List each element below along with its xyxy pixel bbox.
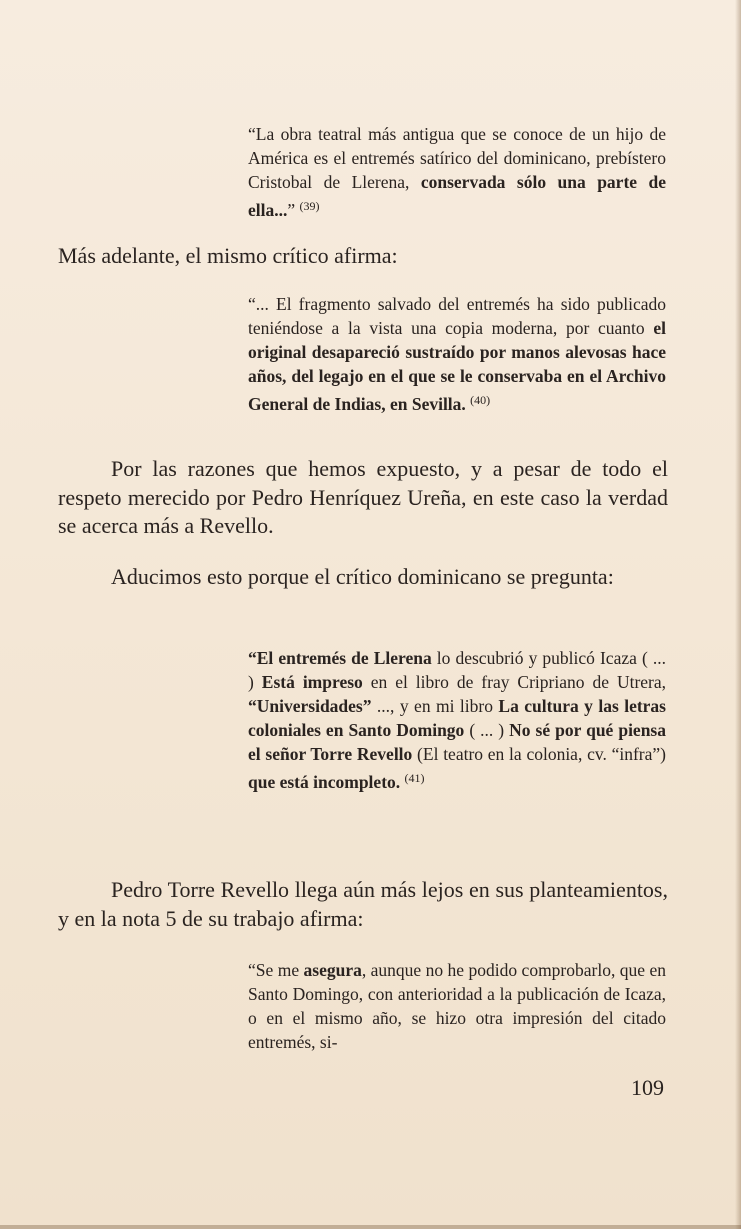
footnote-ref-39: (39)	[299, 199, 320, 213]
paragraph-3: Aducimos esto porque el crítico dominicano se pregunta:	[111, 564, 614, 589]
paragraph-4: Pedro Torre Revello llega aún más lejos en sus planteamientos, y en la nota 5 de su trabajo afirma:	[58, 877, 668, 931]
quote-2-open: “...	[248, 294, 277, 314]
quote-1-text: “La obra teatral más antigua que se conoce de un hijo de América es el entremés satírico del dominicano, prebístero Cristobal de Llerena,	[248, 124, 666, 192]
quote-3-bold-3: “Universidades”	[248, 696, 372, 716]
quote-3-bold-6: que está incompleto.	[248, 772, 401, 792]
quote-4-bold: asegura	[303, 960, 362, 980]
quote-3-text-2: en el libro de fray Cripriano de Utrera,	[362, 672, 667, 692]
quote-3-text-4: ( ... )	[464, 720, 510, 740]
page-edge-shadow	[735, 0, 741, 1229]
page-number: 109	[631, 1075, 664, 1100]
quote-1-bold: conservada sólo una parte de ella...	[248, 172, 666, 220]
quote-1-close: ”	[287, 200, 300, 220]
block-quote-1	[248, 122, 666, 222]
paragraph-1: Más adelante, el mismo crítico afirma:	[58, 243, 398, 268]
footnote-ref-40: (40)	[470, 393, 491, 407]
quote-3-text-1: lo descubrió y publicó Icaza ( ... )	[248, 648, 666, 692]
paragraph-2: Por las razones que hemos expuesto, y a pesar de todo el respeto merecido por Pedro Henríquez Ureña, en este caso la verdad se acerca más a Revello.	[58, 456, 668, 538]
quote-3-bold-4: La cultura y las letras coloniales en Santo Domingo	[248, 696, 666, 740]
page-bottom-edge	[0, 1225, 741, 1229]
quote-4-text-1: Se me	[255, 960, 304, 980]
quote-3-bold-2: Está impreso	[261, 672, 363, 692]
quote-3-text-3: ..., y en mi libro	[371, 696, 499, 716]
footnote-ref-41: (41)	[404, 771, 425, 785]
block-quote-2	[248, 292, 666, 416]
quote-3-bold-1: “El entremés de Llerena	[248, 648, 432, 668]
quote-4-text-2: , aunque no he podido comprobarlo, que en Santo Domingo, con anterioridad a la publicación de Icaza, o en el mismo año, se hizo otra impresión del citado entremés, si-	[248, 960, 666, 1052]
quote-4-open: “	[248, 960, 256, 980]
block-quote-4	[248, 958, 666, 1054]
quote-2-bold: el original desapareció sustraído por manos alevosas hace años, del legajo en el que se le conservaba en el Archivo General de Indias, en Sevilla.	[248, 318, 666, 414]
quote-3-bold-5: No sé por qué piensa el señor Torre Revello	[248, 720, 666, 764]
quote-2-text: El fragmento salvado del entremés ha sido publicado teniéndose a la vista una copia moderna, por cuanto	[248, 294, 666, 338]
block-quote-3	[248, 646, 666, 794]
quote-3-text-5: (El teatro en la colonia, cv. “infra”)	[412, 744, 666, 764]
